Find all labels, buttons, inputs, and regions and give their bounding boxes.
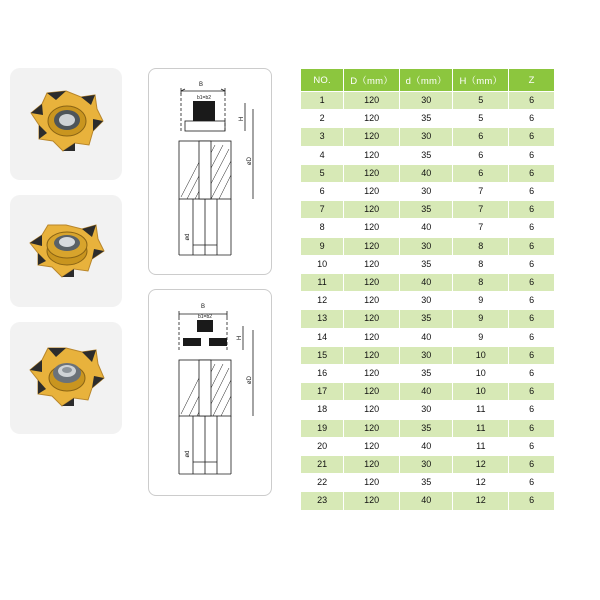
drawing-stacked-cutter: [148, 289, 272, 496]
table-cell: 9: [453, 310, 509, 328]
table-cell: 6: [509, 237, 555, 255]
table-cell: 120: [344, 219, 400, 237]
table-cell: 120: [344, 419, 400, 437]
table-cell: 6: [509, 328, 555, 346]
table-cell: 17: [301, 383, 344, 401]
table-cell: 6: [509, 255, 555, 273]
drawing-single-cutter-svg: [149, 69, 271, 274]
table-cell: 120: [344, 292, 400, 310]
table-cell: 8: [453, 255, 509, 273]
table-cell: 19: [301, 419, 344, 437]
table-cell: 120: [344, 110, 400, 128]
table-row: [301, 110, 555, 128]
table-cell: 7: [453, 183, 509, 201]
table-row: [301, 383, 555, 401]
table-cell: 12: [453, 492, 509, 510]
table-cell: 6: [509, 92, 555, 110]
table-cell: 1: [301, 92, 344, 110]
table-cell: 120: [344, 164, 400, 182]
table-cell: 120: [344, 310, 400, 328]
table-header-z: Z: [509, 69, 555, 92]
cutter-illustration-icon: [22, 338, 110, 418]
table-cell: 120: [344, 328, 400, 346]
table-cell: 6: [453, 146, 509, 164]
table-cell: 120: [344, 383, 400, 401]
dim-label-b: B: [198, 82, 204, 88]
table-cell: 120: [344, 474, 400, 492]
table-cell: 40: [400, 274, 453, 292]
cutter-illustration-icon: [23, 85, 109, 163]
table-cell: 30: [400, 292, 453, 310]
table-cell: 13: [301, 310, 344, 328]
drawing-single-cutter: [148, 68, 272, 275]
table-row: [301, 219, 555, 237]
table-cell: 30: [400, 346, 453, 364]
technical-drawing-column: [148, 68, 278, 510]
dim-label-smalld: ød: [185, 233, 191, 241]
table-row: [301, 437, 555, 455]
table-cell: 6: [509, 365, 555, 383]
dim-label-bigd: øD: [247, 157, 253, 165]
table-cell: 20: [301, 437, 344, 455]
table-cell: 12: [453, 456, 509, 474]
spec-table-wrapper: [300, 68, 555, 511]
table-cell: 18: [301, 401, 344, 419]
table-header-d: D（mm）: [344, 69, 400, 92]
dim-label-h: H: [239, 116, 245, 122]
table-cell: 30: [400, 92, 453, 110]
table-header-row: [301, 69, 555, 92]
table-cell: 120: [344, 492, 400, 510]
table-cell: 7: [453, 201, 509, 219]
table-cell: 120: [344, 237, 400, 255]
table-cell: 8: [453, 274, 509, 292]
table-cell: 8: [453, 237, 509, 255]
table-cell: 2: [301, 110, 344, 128]
table-row: [301, 292, 555, 310]
table-cell: 6: [509, 183, 555, 201]
table-cell: 10: [453, 346, 509, 364]
table-cell: 40: [400, 164, 453, 182]
table-row: [301, 419, 555, 437]
table-cell: 6: [509, 110, 555, 128]
table-cell: 120: [344, 456, 400, 474]
table-row: [301, 310, 555, 328]
table-row: [301, 492, 555, 510]
table-cell: 8: [301, 219, 344, 237]
table-cell: 35: [400, 474, 453, 492]
table-cell: 9: [453, 328, 509, 346]
table-cell: 120: [344, 146, 400, 164]
table-row: [301, 255, 555, 273]
table-cell: 7: [301, 201, 344, 219]
table-cell: 16: [301, 365, 344, 383]
table-cell: 10: [453, 383, 509, 401]
cutter-illustration-icon: [20, 211, 112, 291]
table-cell: 40: [400, 328, 453, 346]
table-cell: 6: [509, 346, 555, 364]
table-cell: 30: [400, 401, 453, 419]
table-cell: 30: [400, 183, 453, 201]
cutter-photo-1: [10, 68, 122, 180]
table-cell: 6: [509, 474, 555, 492]
table-cell: 120: [344, 255, 400, 273]
table-cell: 6: [509, 456, 555, 474]
table-cell: 9: [301, 237, 344, 255]
table-cell: 11: [453, 437, 509, 455]
table-cell: 6: [453, 164, 509, 182]
table-header-h: H（mm）: [453, 69, 509, 92]
table-cell: 11: [453, 419, 509, 437]
table-cell: 22: [301, 474, 344, 492]
table-cell: 40: [400, 492, 453, 510]
table-cell: 120: [344, 401, 400, 419]
table-cell: 6: [509, 201, 555, 219]
table-cell: 6: [509, 383, 555, 401]
drawing-stacked-cutter-svg: [149, 290, 271, 495]
table-cell: 12: [301, 292, 344, 310]
table-cell: 40: [400, 383, 453, 401]
table-row: [301, 401, 555, 419]
table-body: [301, 92, 555, 511]
table-cell: 10: [453, 365, 509, 383]
table-cell: 12: [453, 474, 509, 492]
table-cell: 120: [344, 92, 400, 110]
dim-label-smalld: ød: [185, 450, 191, 458]
dim-label-b1b2: b1=b2: [196, 95, 212, 101]
table-row: [301, 92, 555, 110]
table-cell: 6: [509, 492, 555, 510]
table-cell: 6: [509, 146, 555, 164]
table-cell: 23: [301, 492, 344, 510]
table-header-no: NO.: [301, 69, 344, 92]
table-cell: 120: [344, 365, 400, 383]
table-cell: 35: [400, 255, 453, 273]
table-cell: 35: [400, 201, 453, 219]
table-row: [301, 201, 555, 219]
cutter-photo-2: [10, 195, 122, 307]
table-cell: 6: [509, 437, 555, 455]
table-cell: 21: [301, 456, 344, 474]
table-cell: 6: [509, 419, 555, 437]
table-cell: 120: [344, 274, 400, 292]
table-row: [301, 237, 555, 255]
product-photo-column: [10, 68, 130, 449]
table-cell: 14: [301, 328, 344, 346]
table-cell: 6: [509, 128, 555, 146]
table-cell: 35: [400, 419, 453, 437]
table-cell: 120: [344, 346, 400, 364]
table-cell: 6: [509, 219, 555, 237]
table-cell: 35: [400, 365, 453, 383]
table-cell: 9: [453, 292, 509, 310]
table-row: [301, 328, 555, 346]
dim-label-b: B: [200, 304, 206, 310]
table-cell: 7: [453, 219, 509, 237]
table-cell: 120: [344, 183, 400, 201]
table-row: [301, 456, 555, 474]
table-cell: 35: [400, 146, 453, 164]
table-cell: 6: [509, 274, 555, 292]
table-cell: 35: [400, 310, 453, 328]
table-cell: 5: [453, 92, 509, 110]
table-cell: 30: [400, 237, 453, 255]
table-row: [301, 146, 555, 164]
table-cell: 10: [301, 255, 344, 273]
table-cell: 35: [400, 110, 453, 128]
table-cell: 4: [301, 146, 344, 164]
table-cell: 6: [509, 401, 555, 419]
dim-label-h: H: [237, 335, 243, 341]
cutter-photo-3: [10, 322, 122, 434]
table-cell: 15: [301, 346, 344, 364]
table-cell: 30: [400, 456, 453, 474]
table-row: [301, 183, 555, 201]
table-cell: 5: [453, 110, 509, 128]
table-row: [301, 346, 555, 364]
table-cell: 40: [400, 437, 453, 455]
dim-label-bigd: øD: [247, 376, 253, 384]
table-cell: 6: [509, 310, 555, 328]
table-cell: 3: [301, 128, 344, 146]
table-cell: 120: [344, 437, 400, 455]
table-cell: 120: [344, 201, 400, 219]
table-cell: 6: [509, 164, 555, 182]
table-cell: 6: [301, 183, 344, 201]
table-cell: 5: [301, 164, 344, 182]
table-row: [301, 164, 555, 182]
table-cell: 40: [400, 219, 453, 237]
table-cell: 11: [301, 274, 344, 292]
table-cell: 30: [400, 128, 453, 146]
table-row: [301, 128, 555, 146]
table-row: [301, 474, 555, 492]
dim-label-b1b2: b1=b2: [197, 314, 213, 320]
table-row: [301, 274, 555, 292]
spec-table: [300, 68, 555, 511]
table-row: [301, 365, 555, 383]
table-cell: 120: [344, 128, 400, 146]
table-cell: 11: [453, 401, 509, 419]
table-cell: 6: [453, 128, 509, 146]
table-cell: 6: [509, 292, 555, 310]
table-header-small-d: d（mm）: [400, 69, 453, 92]
